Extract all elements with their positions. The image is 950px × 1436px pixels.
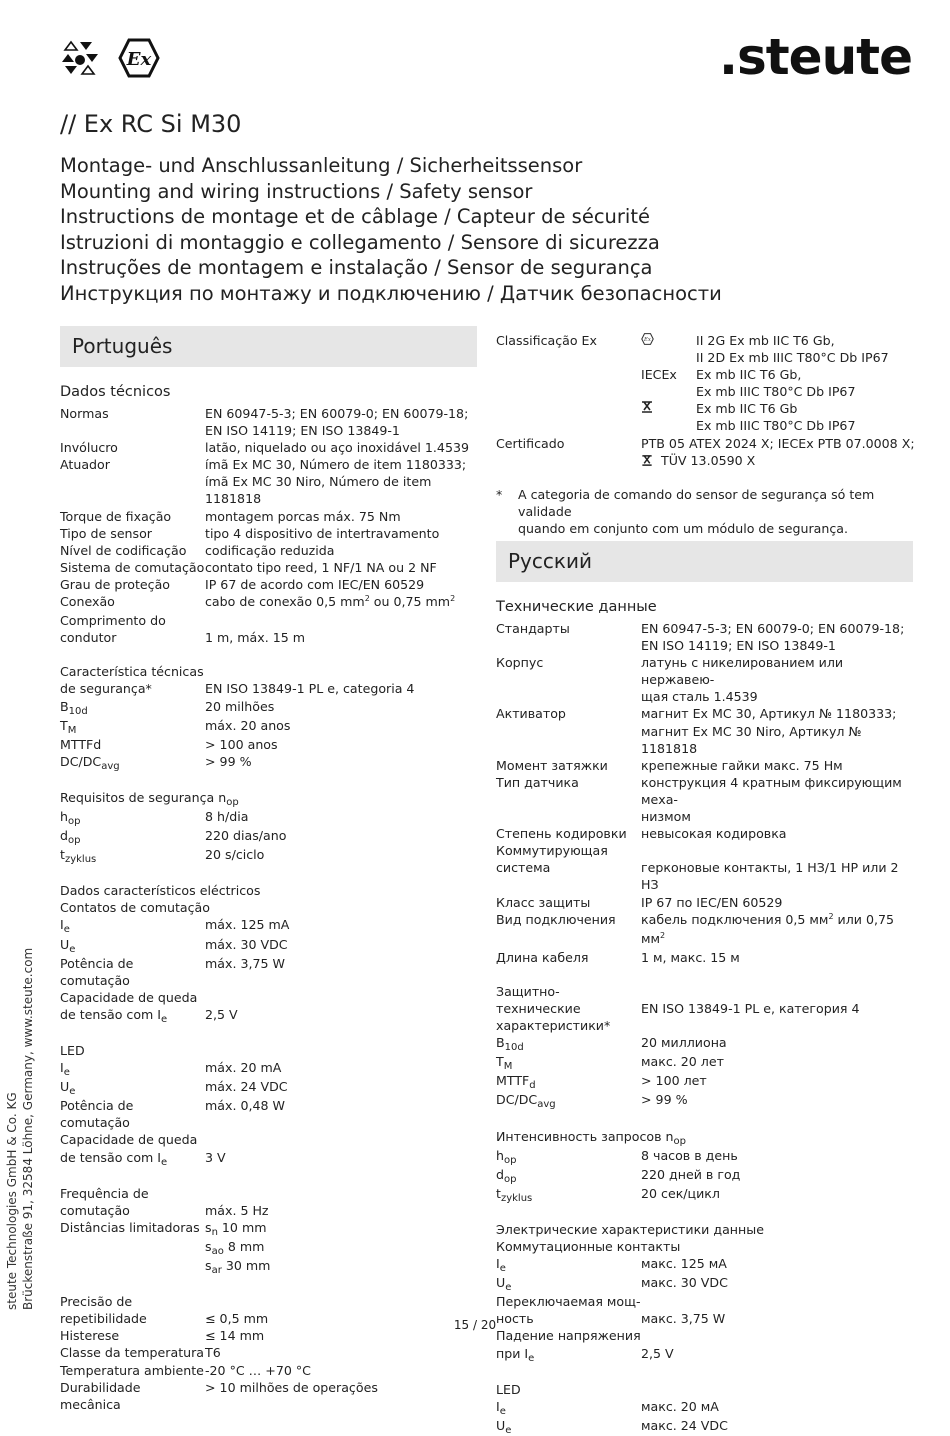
mining-hammer-icon — [641, 400, 653, 414]
subtitle-it: Istruzioni di montaggio e collegamento / Sensore di sicurezza — [60, 230, 660, 254]
iecex-label: IECEx — [641, 367, 677, 383]
spec-row: Tipo de sensor tipo 4 dispositivo de intertravamento — [60, 525, 440, 541]
ru-elec-heading: Электрические характеристики данные — [496, 1221, 764, 1237]
spec-row: Potência de comutação máx. 0,48 W — [60, 1098, 285, 1131]
spec-row: $U_e$ máx. 30 VDC — [60, 936, 288, 955]
spec-row: Длина кабеля 1 м, макс. 15 м — [496, 949, 740, 965]
pt-led-heading: LED — [60, 1043, 85, 1058]
spec-row: Nível de codificação codificação reduzida — [60, 542, 335, 558]
pt-heading: Dados técnicos — [60, 384, 171, 400]
spec-row: Histerese ≤ 14 mm — [60, 1328, 265, 1344]
spec-row: $U_e$ máx. 24 VDC — [60, 1079, 288, 1098]
pt-elec-heading: Dados característicos eléctricos — [60, 883, 261, 899]
section-title-pt: Português — [72, 334, 173, 358]
pt-nop-heading: Requisitos de segurança $n_{op}$ — [60, 789, 239, 808]
spec-row: $I_e$ макс. 125 мА — [496, 1256, 727, 1275]
spec-row: MTTFd > 100 anos — [60, 736, 278, 752]
spec-row: $MTTF_d$ > 100 лет — [496, 1073, 707, 1092]
spec-row: Защитно-технические характеристики* EN ISO 13849-1 PL e, категория 4 — [496, 983, 860, 1034]
spec-row: Вид подключения кабель подключения 0,5 $мм^2$ или 0,75 $мм^2$ — [496, 911, 894, 946]
spec-row: Durabilidade mecânica > 10 milhões de operações — [60, 1379, 378, 1412]
spec-row: Активатор магнит Ex MC 30, Артикул № 1180333; магнит Ex MC 30 Niro, Артикул № 1181818 — [496, 706, 897, 756]
spec-row: Comprimento do condutor 1 m, máx. 15 m — [60, 613, 306, 646]
spec-row: $DC/DC_{avg}$ > 99 % — [496, 1092, 688, 1111]
spec-row: Torque de fixação montagem porcas máx. 75 Nm — [60, 508, 401, 524]
subtitle-en: Mounting and wiring instructions / Safety sensor — [60, 179, 533, 203]
svg-text:Ex: Ex — [644, 337, 651, 344]
pt-spec-list — [60, 383, 480, 1413]
spec-row: $t_{zyklus}$ 20 сек/цикл — [496, 1185, 720, 1204]
spec-row: $h_{op}$ 8 h/dia — [60, 808, 249, 827]
spec-row: Atuador ímã Ex MC 30, Número de item 1180333; ímã Ex MC 30 Niro, Número de item 1181818 — [60, 457, 467, 507]
spec-row: $d_{op}$ 220 dias/ano — [60, 828, 287, 847]
spec-row: $h_{op}$ 8 часов в день — [496, 1147, 738, 1166]
ex-classification: Classificação Ex Ex II 2G Ex mb IIC T6 Gb, II 2D Ex mb IIIC T80°C Db IP67 IECEx Ex mb IIC T6 Gb, Ex mb IIIC T80°C Db IP67 Ex mb IIC T6 Gb Ex mb IIIC T80°C Db IP67 Certificado PTB 05 ATEX 2024 X; IECEx PTB 07.0008 X; TÜV 13.0590 X * A categoria de comando do sensor de segurança só tem validade quando em conjunto com um módulo de segurança. — [496, 333, 915, 536]
spec-row: Класс защиты IP 67 по IEC/EN 60529 — [496, 894, 783, 910]
spec-row: Переключаемая мощ- ность макс. 3,75 W — [496, 1294, 726, 1327]
product-title: // Ex RC Si M30 — [60, 110, 242, 138]
spec-row: Capacidade de queda de tensão com $I_e$ 2,5 V — [60, 989, 238, 1025]
spec-row: Distâncias limitadoras $s_n$ 10 mm $s_{ao}$ 8 mm $s_{ar}$ 30 mm — [60, 1219, 271, 1277]
company-address: steute Technologies GmbH & Co. KG Brückenstraße 91, 32584 Löhne, Germany, www.steute.com — [5, 947, 35, 1310]
spec-row: $DC/DC_{avg}$ > 99 % — [60, 753, 252, 772]
page-number: 15 / 20 — [453, 1318, 497, 1332]
ru-nop-heading: Интенсивность запросов $n_{op}$ — [496, 1128, 686, 1147]
spec-row: Precisão de repetibilidade ≤ 0,5 mm — [60, 1294, 269, 1327]
spec-row: Корпус латунь с никелированием или нержавею- щая сталь 1.4539 — [496, 655, 844, 705]
spec-row: Potência de comutação máx. 3,75 W — [60, 955, 285, 988]
spec-row: $U_e$ макс. 24 VDC — [496, 1417, 728, 1436]
ru-heading: Технические данные — [496, 599, 657, 615]
spec-row: Classe da temperatura T6 — [60, 1345, 221, 1361]
spec-row: Падение напряжения при $I_e$ 2,5 V — [496, 1328, 674, 1364]
spec-row: Capacidade de queda de tensão com $I_e$ 3 V — [60, 1132, 226, 1168]
spec-row: Тип датчика конструкция 4 кратным фиксирующим меха- низмом — [496, 774, 902, 825]
ex-label: Classificação Ex — [496, 333, 597, 348]
spec-row: $I_e$ máx. 20 mA — [60, 1060, 282, 1079]
spec-row: $I_e$ máx. 125 mA — [60, 917, 290, 936]
spec-row: Conexão cabo de conexão 0,5 $mm^2$ ou 0,75 $mm^2$ — [60, 594, 456, 610]
section-header-ru — [496, 541, 913, 582]
spec-row: $t_{zyklus}$ 20 s/ciclo — [60, 847, 265, 866]
spec-row: $T_M$ макс. 20 лет — [496, 1054, 724, 1073]
spec-row: Sistema de comutação contato tipo reed, 1 NF/1 NA ou 2 NF — [60, 559, 437, 575]
ex-hexagon-icon — [641, 333, 654, 345]
subtitle-pt: Instruções de montagem e instalação / Sensor de segurança — [60, 256, 653, 280]
spec-row: Grau de proteção IP 67 de acordo com IEC/EN 60529 — [60, 576, 425, 592]
section-title-ru: Русский — [508, 549, 592, 573]
subtitle-ru: Инструкция по монтажу и подключению / Датчик безопасности — [60, 281, 722, 305]
spec-row: Коммутирующая система герконовые контакты, 1 НЗ/1 НР или 2 НЗ — [496, 843, 899, 893]
spec-row: Момент затяжки крепежные гайки макс. 75 Нм — [496, 757, 843, 773]
spec-row: Temperatura ambiente -20 °C … +70 °C — [60, 1362, 311, 1378]
ru-contacts-heading: Коммутационные контакты — [496, 1239, 681, 1254]
svg-text:Ex: Ex — [126, 49, 152, 70]
spec-row: $B_{10d}$ 20 milhões — [60, 698, 275, 717]
subtitle-list — [60, 153, 722, 307]
footnote: * A categoria de comando do sensor de segurança só tem validade quando em conjunto com um módulo de segurança. — [496, 486, 875, 536]
section-header-pt — [60, 326, 477, 367]
mining-hammer-icon — [641, 454, 653, 467]
spec-row: Степень кодировки невысокая кодировка — [496, 826, 787, 842]
spec-row: Frequência de comutação máx. 5 Hz — [60, 1185, 269, 1218]
spec-row: $B_{10d}$ 20 миллиона — [496, 1035, 727, 1054]
spec-row: Característica técnicas de segurança* EN ISO 13849-1 PL e, categoria 4 — [60, 664, 415, 697]
ru-spec-list — [496, 598, 916, 1436]
pt-contacts-heading: Contatos de comutação — [60, 900, 210, 916]
spec-row: $I_e$ макс. 20 мА — [496, 1398, 719, 1417]
ru-led-heading: LED — [496, 1381, 521, 1397]
spec-row: Invólucro latão, niquelado ou aço inoxidável 1.4539 — [60, 440, 469, 456]
spec-row: $U_e$ макс. 30 VDC — [496, 1275, 728, 1294]
ex-hexagon-icon — [118, 38, 160, 78]
spec-row: Normas EN 60947-5-3; EN 60079-0; EN 60079-18; EN ISO 14119; EN ISO 13849-1 — [60, 406, 469, 439]
spec-row: $d_{op}$ 220 дней в год — [496, 1166, 741, 1185]
certification-icons — [60, 38, 160, 78]
cert-label: Certificado — [496, 435, 565, 451]
subtitle-fr: Instructions de montage et de câblage / Capteur de sécurité — [60, 205, 650, 229]
brand-logo: .steute — [719, 28, 912, 86]
sensor-symbol-icon — [60, 40, 100, 76]
spec-row: $T_M$ máx. 20 anos — [60, 717, 291, 736]
subtitle-de: Montage- und Anschlussanleitung / Sicherheitssensor — [60, 154, 583, 177]
spec-row: Стандарты EN 60947-5-3; EN 60079-0; EN 60079-18; EN ISO 14119; EN ISO 13849-1 — [496, 621, 905, 654]
